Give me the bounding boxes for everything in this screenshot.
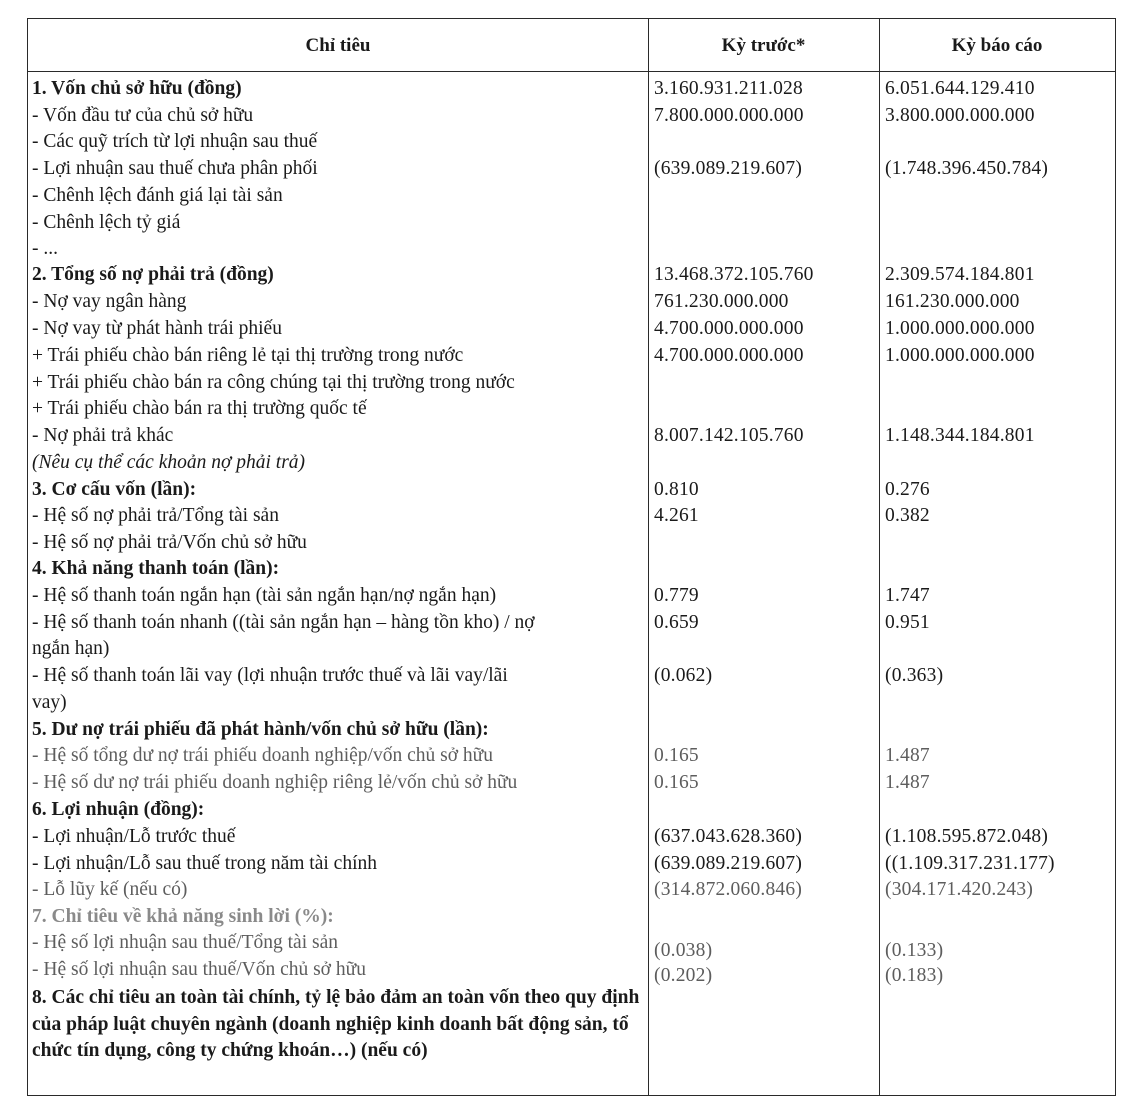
row-label: - Lợi nhuận/Lỗ trước thuế xyxy=(32,826,236,847)
row-label: - Nợ vay ngân hàng xyxy=(32,291,187,312)
table-row xyxy=(28,156,1115,183)
row-label: ngắn hạn) xyxy=(32,638,110,659)
row-label: 7. Chỉ tiêu về khả năng sinh lời (%): xyxy=(32,906,334,927)
table-row xyxy=(28,316,1115,343)
value-previous: 4.700.000.000.000 xyxy=(654,345,804,366)
row-label: - Hệ số nợ phải trả/Tổng tài sản xyxy=(32,505,279,526)
value-report: 1.487 xyxy=(885,745,930,766)
table-row xyxy=(28,743,1115,770)
table-row xyxy=(28,663,1115,690)
row-label: - Chênh lệch tỷ giá xyxy=(32,212,181,233)
value-report: 1.487 xyxy=(885,772,930,793)
table-row xyxy=(28,129,1115,156)
table-row xyxy=(28,183,1115,210)
table-row xyxy=(28,503,1115,530)
value-report: (0.363) xyxy=(885,665,944,686)
header-report-period: Kỳ báo cáo xyxy=(951,35,1043,56)
table-row xyxy=(28,103,1115,130)
value-report: (0.183) xyxy=(885,965,944,986)
row-label: - Nợ vay từ phát hành trái phiếu xyxy=(32,318,282,339)
row-label: 5. Dư nợ trái phiếu đã phát hành/vốn chủ sở hữu (lần): xyxy=(32,719,489,740)
table-row xyxy=(28,423,1115,450)
row-label: - Chênh lệch đánh giá lại tài sản xyxy=(32,185,283,206)
row-label: - Các quỹ trích từ lợi nhuận sau thuế xyxy=(32,131,318,152)
table-row xyxy=(28,396,1115,423)
table-row xyxy=(28,262,1115,289)
row-label: - Hệ số dư nợ trái phiếu doanh nghiệp riêng lẻ/vốn chủ sở hữu xyxy=(32,772,518,793)
value-report: (1.108.595.872.048) xyxy=(885,826,1049,847)
value-previous: (637.043.628.360) xyxy=(654,826,803,847)
table-row xyxy=(28,904,1115,931)
table-row xyxy=(28,556,1115,583)
row-label: - Hệ số tổng dư nợ trái phiếu doanh nghiệp/vốn chủ sở hữu xyxy=(32,745,493,766)
row-label: - Lợi nhuận/Lỗ sau thuế trong năm tài chính xyxy=(32,853,377,874)
row-label: 3. Cơ cấu vốn (lần): xyxy=(32,479,197,500)
value-report: 6.051.644.129.410 xyxy=(885,78,1035,99)
row-label: + Trái phiếu chào bán ra công chúng tại thị trường trong nước xyxy=(32,372,515,393)
value-report: ((1.109.317.231.177) xyxy=(885,853,1055,874)
value-previous: (639.089.219.607) xyxy=(654,853,803,874)
value-previous: 7.800.000.000.000 xyxy=(654,105,804,126)
value-previous: 3.160.931.211.028 xyxy=(654,78,803,99)
value-report: (1.748.396.450.784) xyxy=(885,158,1049,179)
table-row xyxy=(28,76,1115,103)
value-previous: 13.468.372.105.760 xyxy=(654,264,814,285)
row-label: - ... xyxy=(32,238,58,259)
table-row xyxy=(28,370,1115,397)
section-8-label: 8. Các chỉ tiêu an toàn tài chính, tỷ lệ bảo đảm an toàn vốn theo quy định của pháp luật chuyên ngành (doanh nghiệp kinh doanh bất động sản, tổ chức tín dụng, công ty chứng khoán…) (nếu có) xyxy=(32,987,640,1061)
table-row xyxy=(28,343,1115,370)
value-previous: (0.202) xyxy=(654,965,713,986)
row-label: 2. Tổng số nợ phải trả (đồng) xyxy=(32,264,274,285)
value-report: 1.000.000.000.000 xyxy=(885,345,1035,366)
row-label: 1. Vốn chủ sở hữu (đồng) xyxy=(32,78,242,99)
table-header xyxy=(28,19,1115,72)
value-previous: 4.261 xyxy=(654,505,699,526)
row-label: 6. Lợi nhuận (đồng): xyxy=(32,799,205,820)
row-label: - Hệ số thanh toán nhanh ((tài sản ngắn hạn – hàng tồn kho) / nợ xyxy=(32,612,535,633)
value-previous: (0.038) xyxy=(654,940,713,961)
value-report: 3.800.000.000.000 xyxy=(885,105,1035,126)
value-report: 2.309.574.184.801 xyxy=(885,264,1035,285)
row-label: - Hệ số lợi nhuận sau thuế/Tổng tài sản xyxy=(32,932,339,953)
table-row xyxy=(28,289,1115,316)
table-row xyxy=(28,530,1115,557)
table-row xyxy=(28,236,1115,263)
row-label: 4. Khả năng thanh toán (lần): xyxy=(32,558,280,579)
value-previous: 0.810 xyxy=(654,479,699,500)
table-row xyxy=(28,851,1115,878)
table-row xyxy=(28,824,1115,851)
value-previous: (639.089.219.607) xyxy=(654,158,803,179)
row-label: - Lỗ lũy kế (nếu có) xyxy=(32,879,188,900)
table-row xyxy=(28,583,1115,610)
value-report: 0.382 xyxy=(885,505,930,526)
value-report: 1.000.000.000.000 xyxy=(885,318,1035,339)
financial-indicators-table xyxy=(27,18,1116,1096)
table-row xyxy=(28,636,1115,663)
value-previous: 0.165 xyxy=(654,745,699,766)
row-label: - Hệ số lợi nhuận sau thuế/Vốn chủ sở hữu xyxy=(32,959,366,980)
table-row xyxy=(28,717,1115,744)
value-previous: 761.230.000.000 xyxy=(654,291,789,312)
row-label: - Hệ số thanh toán lãi vay (lợi nhuận trước thuế và lãi vay/lãi xyxy=(32,665,508,686)
table-row xyxy=(28,930,1115,961)
table-row xyxy=(28,957,1115,984)
table-row xyxy=(28,770,1115,797)
row-label: - Hệ số nợ phải trả/Vốn chủ sở hữu xyxy=(32,532,307,553)
value-report: 0.276 xyxy=(885,479,930,500)
row-label: + Trái phiếu chào bán riêng lẻ tại thị trường trong nước xyxy=(32,345,464,366)
value-report: 1.747 xyxy=(885,585,930,606)
table-row xyxy=(28,610,1115,637)
value-previous: 8.007.142.105.760 xyxy=(654,425,804,446)
row-label: - Hệ số thanh toán ngắn hạn (tài sản ngắn hạn/nợ ngắn hạn) xyxy=(32,585,497,606)
row-label: (Nêu cụ thể các khoản nợ phải trả) xyxy=(32,452,306,473)
value-previous: (314.872.060.846) xyxy=(654,879,803,900)
value-report: (304.171.420.243) xyxy=(885,879,1034,900)
table-row xyxy=(28,450,1115,477)
row-label: vay) xyxy=(32,692,67,713)
row-label: - Lợi nhuận sau thuế chưa phân phối xyxy=(32,158,318,179)
value-report: 1.148.344.184.801 xyxy=(885,425,1035,446)
value-previous: 4.700.000.000.000 xyxy=(654,318,804,339)
row-label: - Vốn đầu tư của chủ sở hữu xyxy=(32,105,254,126)
table-row xyxy=(28,477,1115,504)
table-row xyxy=(28,690,1115,717)
value-report: 0.951 xyxy=(885,612,930,633)
value-previous: 0.165 xyxy=(654,772,699,793)
value-previous: 0.779 xyxy=(654,585,699,606)
header-indicator: Chỉ tiêu xyxy=(305,35,371,56)
table-row xyxy=(28,210,1115,237)
value-report: 161.230.000.000 xyxy=(885,291,1020,312)
value-previous: (0.062) xyxy=(654,665,713,686)
value-report: (0.133) xyxy=(885,940,944,961)
row-label: - Nợ phải trả khác xyxy=(32,425,174,446)
table-row xyxy=(28,877,1115,904)
row-label: + Trái phiếu chào bán ra thị trường quốc tế xyxy=(32,398,367,419)
table-row xyxy=(28,797,1115,824)
header-previous-period: Kỳ trước* xyxy=(721,35,806,56)
value-previous: 0.659 xyxy=(654,612,699,633)
